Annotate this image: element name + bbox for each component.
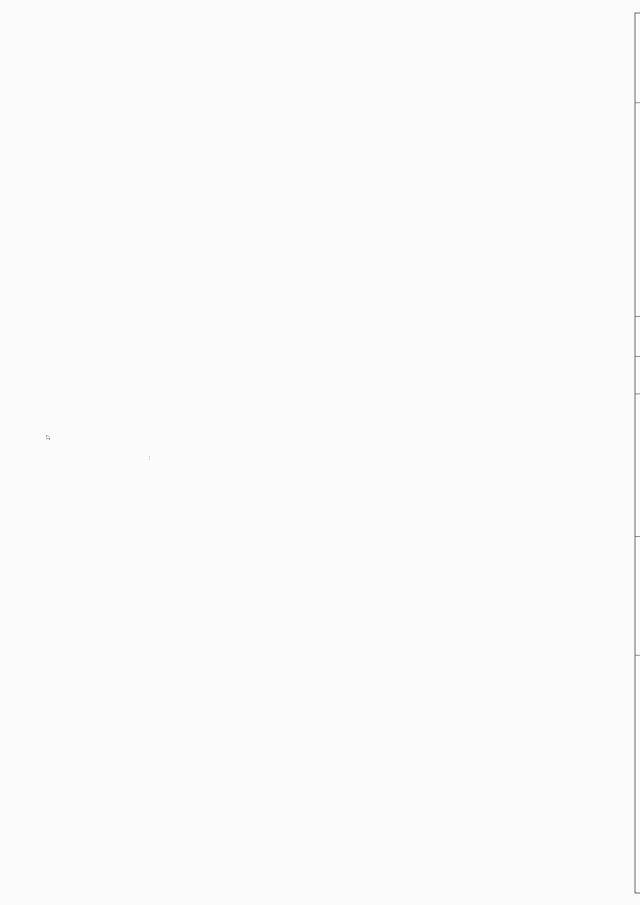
program-table [635,13,640,893]
table-frame [635,13,640,893]
page-number: 27 [47,435,52,440]
table-grid [635,13,640,893]
header-marks: … [146,456,151,460]
